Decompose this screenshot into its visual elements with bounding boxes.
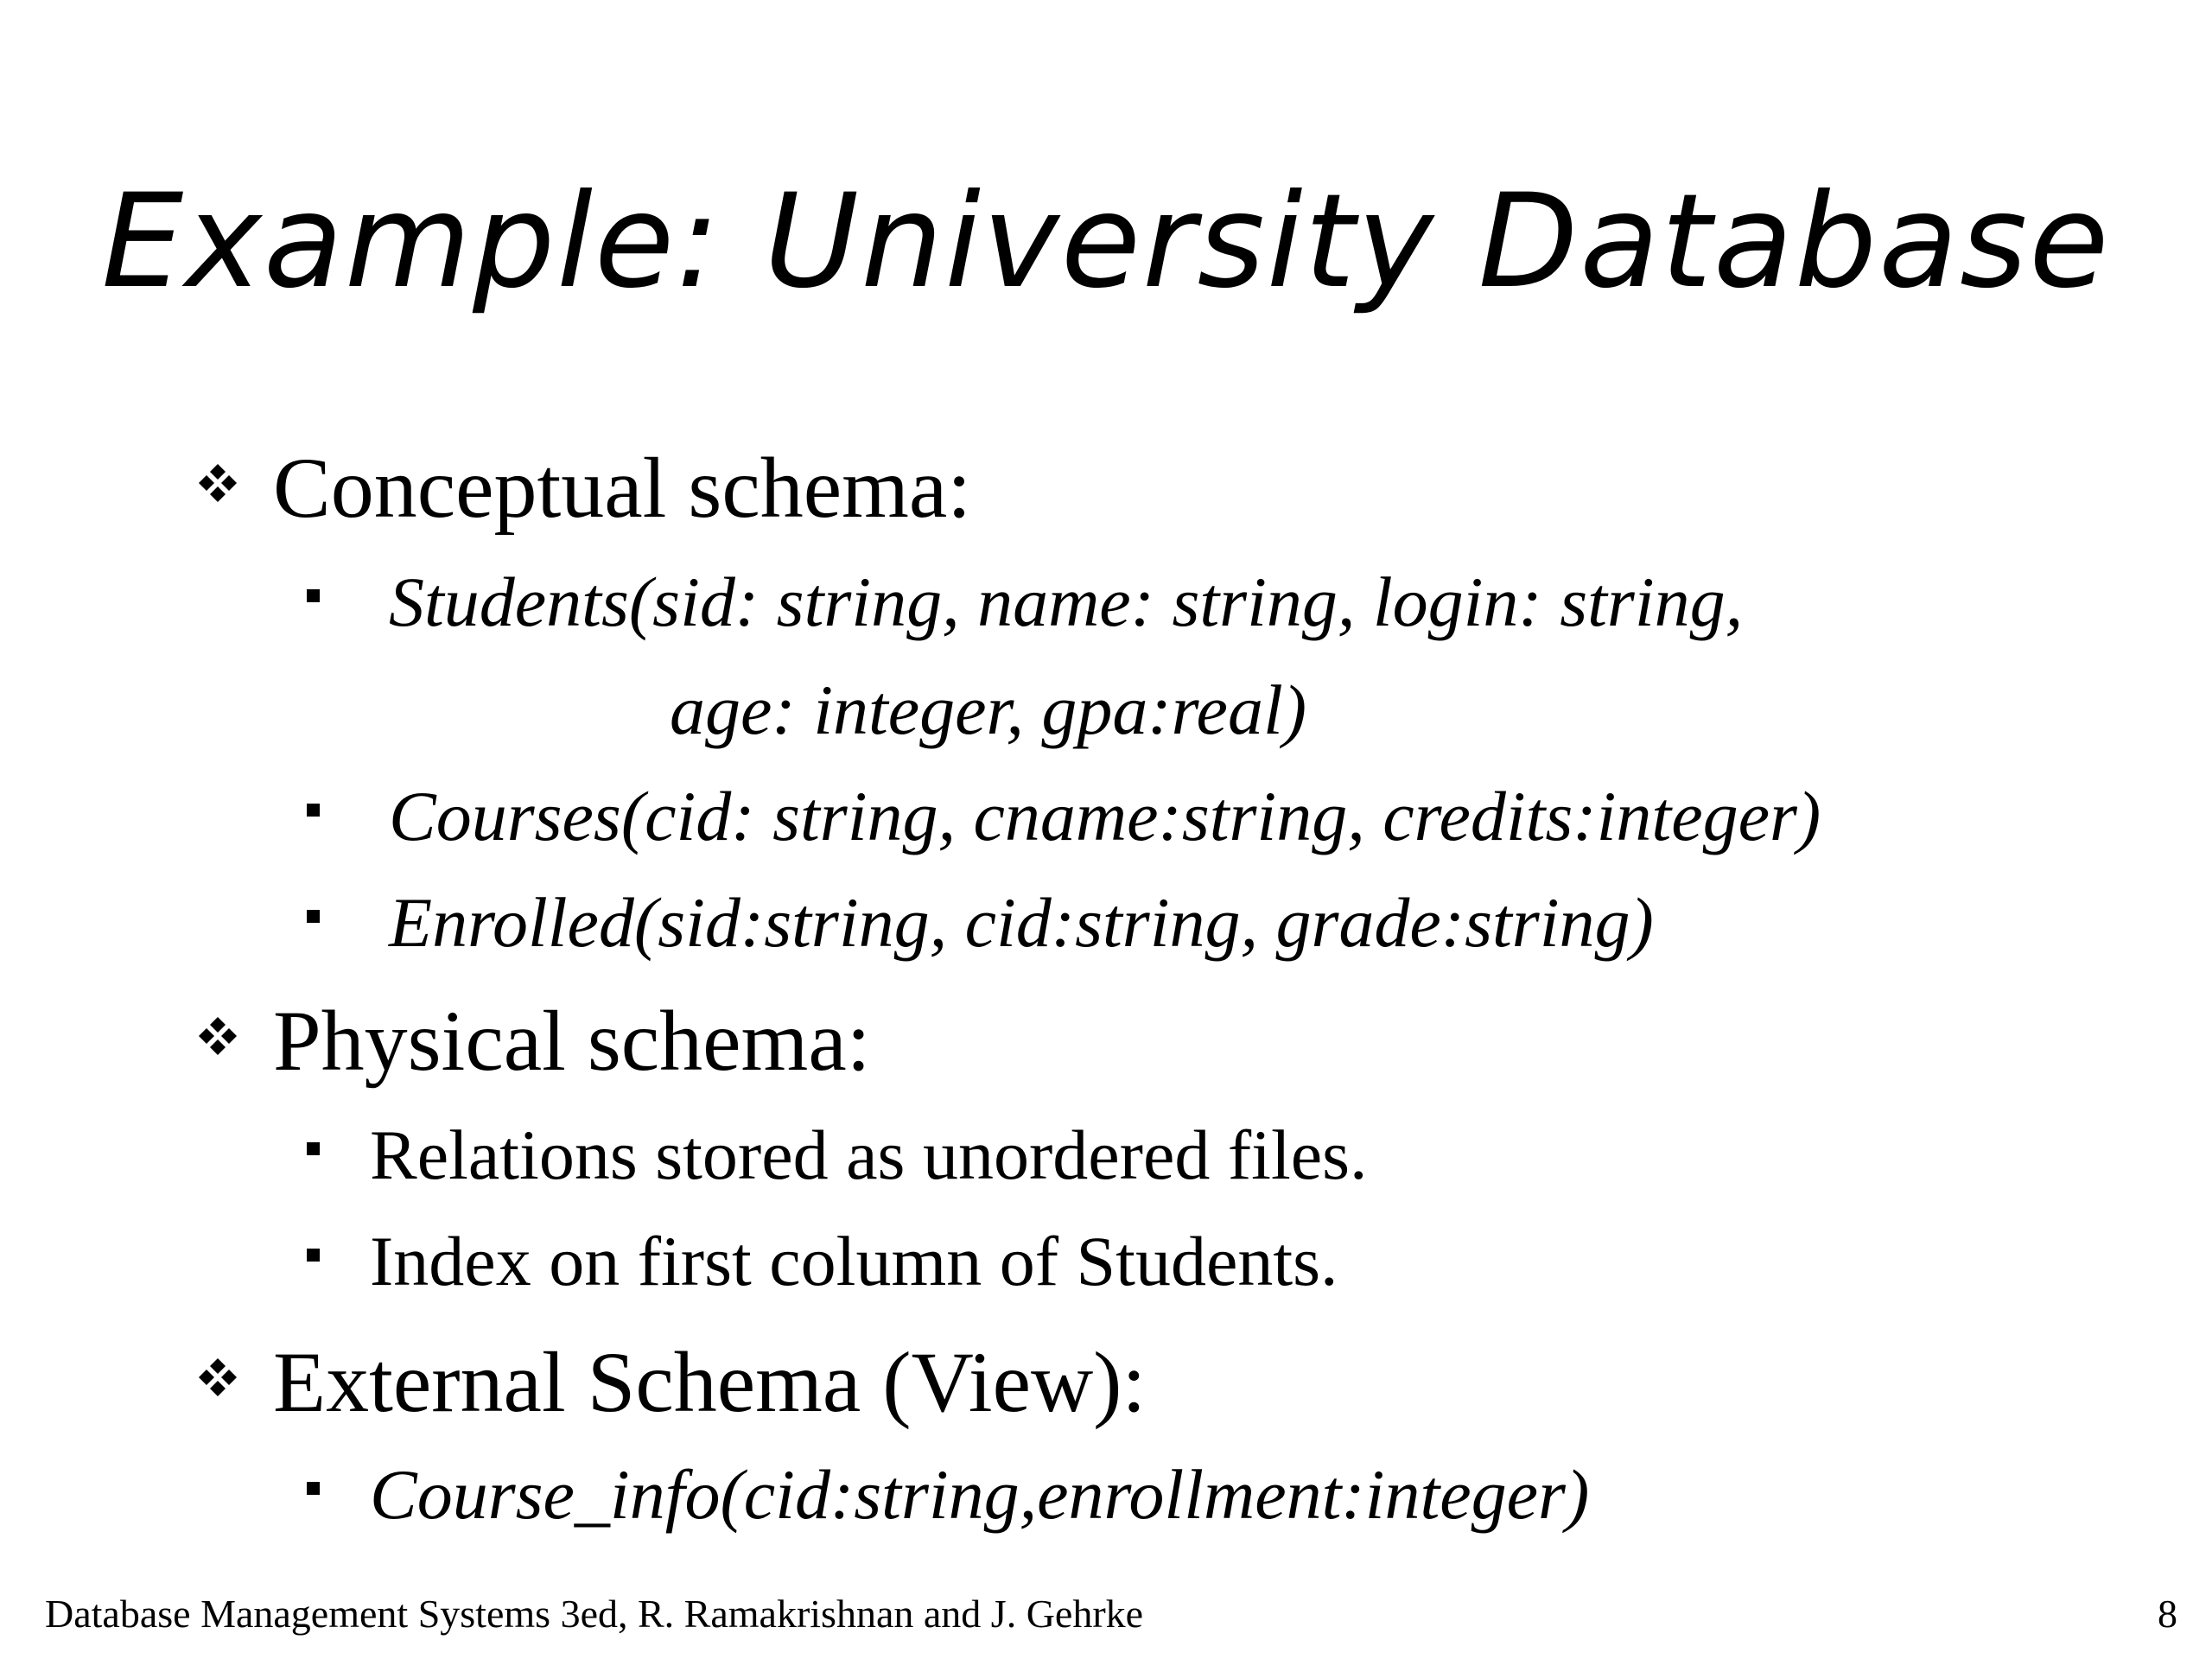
footer-citation: Database Management Systems 3ed, R. Ramakrishnan and J. Gehrke <box>45 1592 1144 1636</box>
square-bullet-icon <box>307 1142 320 1155</box>
four-diamond-bullet-icon <box>192 1351 244 1403</box>
section-heading: External Schema (View): <box>273 1334 1147 1430</box>
schema-enrolled: Enrolled(sid:string, cid:string, grade:string) <box>389 883 1654 962</box>
physical-relations: Relations stored as unordered files. <box>370 1116 1368 1194</box>
square-bullet-icon <box>307 589 320 602</box>
schema-courses: Courses(cid: string, cname:string, credits:integer) <box>389 777 1821 855</box>
square-bullet-icon <box>307 804 320 817</box>
view-course-info: Course_info(cid:string,enrollment:integer) <box>370 1455 1590 1534</box>
four-diamond-bullet-icon <box>192 1010 244 1062</box>
square-bullet-icon <box>307 910 320 923</box>
physical-index: Index on first column of Students. <box>370 1222 1338 1300</box>
slide-title: Example: University Database <box>101 167 2111 317</box>
section-heading: Conceptual schema: <box>273 440 972 536</box>
square-bullet-icon <box>307 1482 320 1495</box>
section-heading: Physical schema: <box>273 993 871 1089</box>
four-diamond-bullet-icon <box>192 457 244 509</box>
page-number: 8 <box>2158 1592 2177 1636</box>
schema-students: Students(sid: string, name: string, login: string, <box>389 563 1744 641</box>
square-bullet-icon <box>307 1249 320 1262</box>
schema-students-continued: age: integer, gpa:real) <box>670 671 1307 749</box>
